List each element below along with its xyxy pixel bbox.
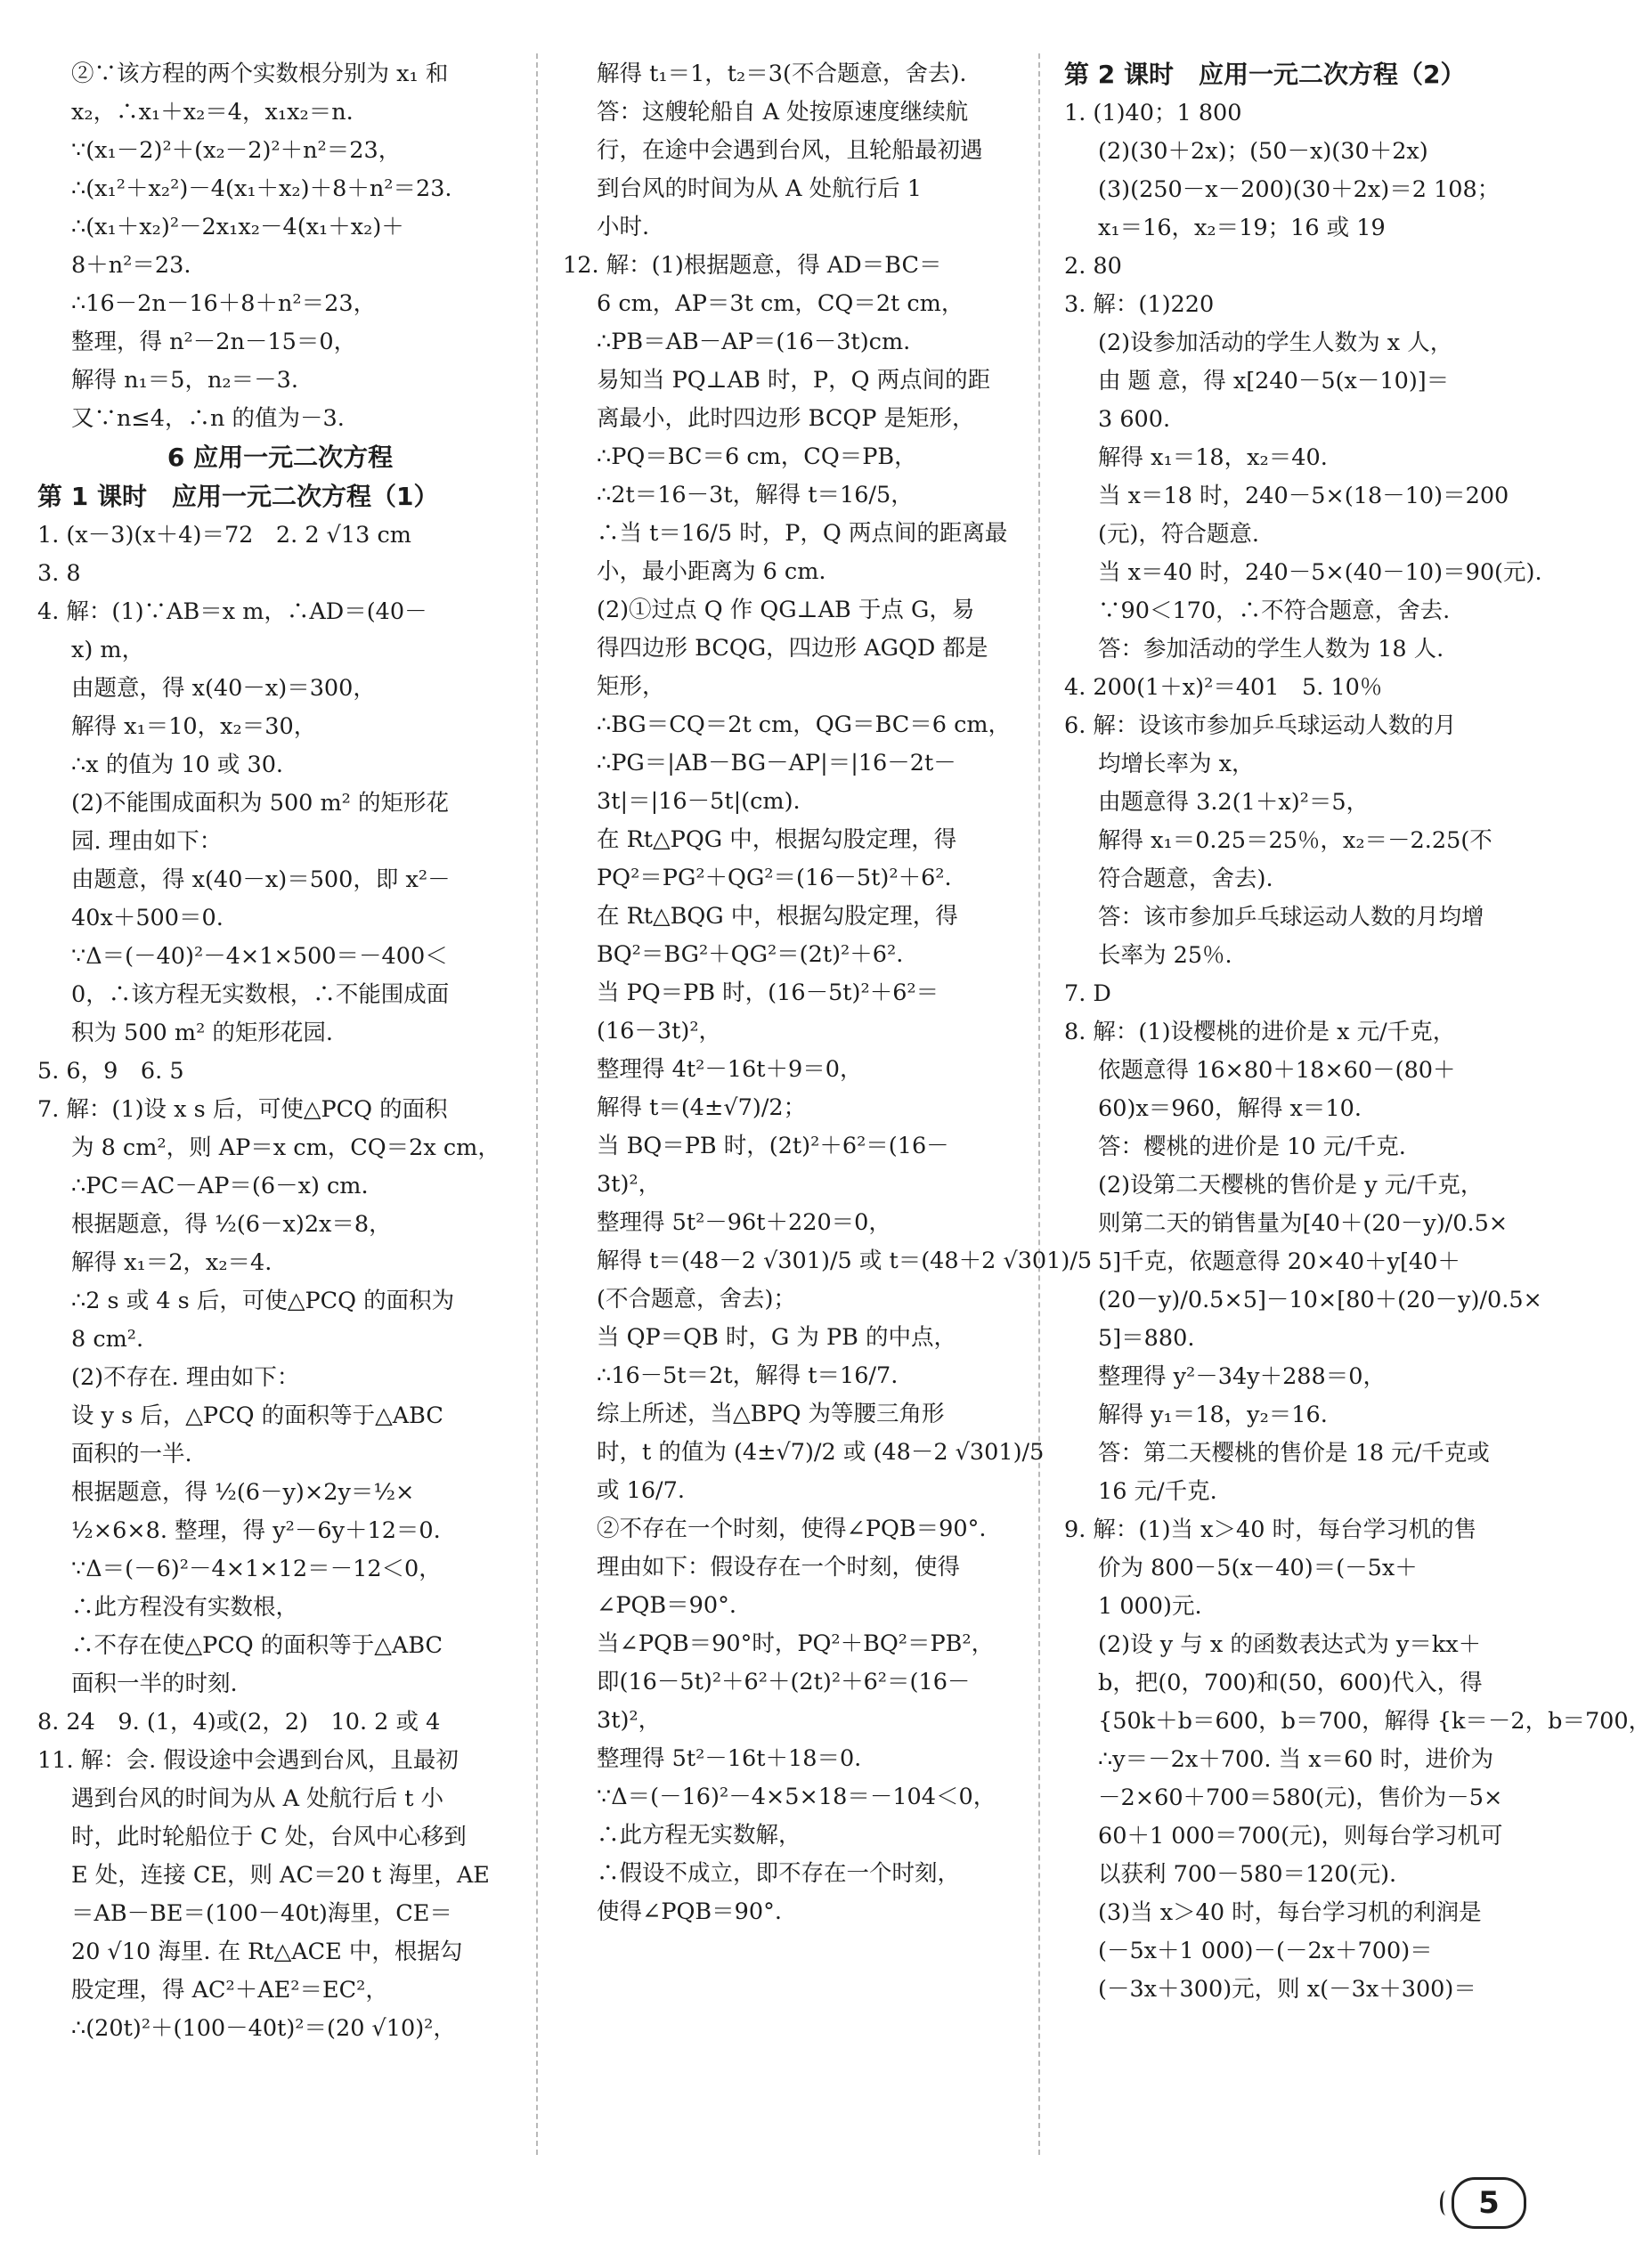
answer-line: 理由如下：假设存在一个时刻，使得 — [597, 1554, 961, 1581]
answer-line: 5. 6，9 6. 5 — [37, 1058, 184, 1085]
answer-line: 解得 x₁＝2，x₂＝4. — [71, 1249, 272, 1276]
answer-line: 解得 y₁＝18，y₂＝16. — [1098, 1402, 1328, 1428]
answer-line: 整理，得 n²－2n－15＝0， — [71, 329, 357, 355]
answer-line: (－5x＋1 000)－(－2x＋700)＝ — [1098, 1938, 1433, 1964]
answer-line: 3t|＝|16－5t|(cm). — [597, 788, 801, 815]
answer-line: 8＋n²＝23. — [71, 252, 191, 279]
answer-line: 3t)²， — [597, 1171, 662, 1198]
answer-line: 均增长率为 x， — [1098, 751, 1255, 777]
answer-line: ∵Δ＝(－40)²－4×1×500＝－400＜ — [71, 943, 448, 970]
answer-line: 时，t 的值为 (4±√7)/2 或 (48－2 √301)/5 — [597, 1439, 1045, 1466]
answer-line: 当 PQ＝PB 时，(16－5t)²＋6²＝ — [597, 980, 939, 1006]
answer-line: ∴BG＝CQ＝2t cm，QG＝BC＝6 cm， — [597, 711, 1012, 738]
answer-line: 得四边形 BCQG，四边形 AGQD 都是 — [597, 635, 988, 662]
answer-line: 到台风的时间为从 A 处航行后 1 — [597, 175, 922, 202]
answer-line: 行，在途中会遇到台风，且轮船最初遇 — [597, 137, 983, 164]
answer-line: 矩形， — [597, 673, 665, 700]
answer-line: 当 BQ＝PB 时，(2t)²＋6²＝(16－ — [597, 1133, 949, 1159]
answer-line: 股定理，得 AC²＋AE²＝EC²， — [71, 1977, 388, 2004]
answer-line: 11. 解：会. 假设途中会遇到台风，且最初 — [37, 1747, 459, 1774]
answer-line: ∴PB＝AB－AP＝(16－3t)cm. — [597, 329, 911, 355]
answer-line: ∵90＜170，∴不符合题意，舍去. — [1098, 597, 1451, 624]
answer-line: 答：参加活动的学生人数为 18 人. — [1098, 636, 1444, 663]
answer-line: ∴不存在使△PCQ 的面积等于△ABC — [71, 1632, 443, 1659]
answer-line: 解得 x₁＝10，x₂＝30， — [71, 713, 317, 740]
answer-line: 4. 200(1＋x)²＝401 5. 10％ — [1064, 674, 1383, 701]
answer-line: 1 000)元. — [1098, 1593, 1202, 1620]
section-heading: 第 2 课时 应用一元二次方程（2） — [1064, 60, 1466, 89]
answer-line: 整理得 4t²－16t＋9＝0， — [597, 1056, 863, 1083]
answer-line: 离最小，此时四边形 BCQP 是矩形， — [597, 405, 975, 432]
answer-line: ∴16－5t＝2t，解得 t＝16/7. — [597, 1362, 899, 1389]
answer-line: 20 √10 海里. 在 Rt△ACE 中，根据勾 — [71, 1939, 463, 1965]
answer-line: 由 题 意，得 x[240－5(x－10)]＝ — [1098, 368, 1450, 394]
answer-line: (2)设参加活动的学生人数为 x 人， — [1098, 329, 1453, 356]
answer-line: 根据题意，得 ½(6－y)×2y＝½× — [71, 1479, 415, 1506]
answer-line: (3)(250－x－200)(30＋2x)＝2 108； — [1098, 176, 1501, 203]
answer-line: ∴假设不成立，即不存在一个时刻， — [597, 1860, 961, 1887]
answer-line: ∴PQ＝BC＝6 cm，CQ＝PB， — [597, 443, 917, 470]
answer-line: 设 y s 后，△PCQ 的面积等于△ABC — [71, 1402, 443, 1429]
answer-line: 8. 解：(1)设樱桃的进价是 x 元/千克， — [1064, 1019, 1456, 1045]
answer-line: x₁＝16，x₂＝19；16 或 19 — [1098, 215, 1386, 241]
answer-line: 解得 t₁＝1，t₂＝3(不合题意，舍去). — [597, 61, 967, 87]
answer-line: 则第二天的销售量为[40＋(20－y)/0.5× — [1098, 1210, 1509, 1237]
answer-line: 4. 解：(1)∵AB＝x m，∴AD＝(40－ — [37, 598, 427, 625]
answer-line: 面积的一半. — [71, 1441, 192, 1467]
answer-line: 3. 8 — [37, 560, 81, 587]
answer-line: ∴此方程没有实数根， — [71, 1594, 299, 1621]
answer-line: 8. 24 9. (1，4)或(2，2) 10. 2 或 4 — [37, 1709, 441, 1736]
answer-column-1 — [37, 55, 523, 2048]
answer-line: (16－3t)²， — [597, 1018, 722, 1045]
answer-line: 解得 x₁＝18，x₂＝40. — [1098, 444, 1328, 471]
answer-line: 答：这艘轮船自 A 处按原速度继续航 — [597, 99, 969, 126]
answer-line: 整理得 5t²－96t＋220＝0， — [597, 1209, 891, 1236]
answer-line: 以获利 700－580＝120(元). — [1098, 1861, 1397, 1888]
answer-line: 16 元/千克. — [1098, 1478, 1217, 1505]
answer-line: 1. (x－3)(x＋4)＝72 2. 2 √13 cm — [37, 522, 411, 549]
answer-line: ∴PG＝|AB－BG－AP|＝|16－2t－ — [597, 750, 956, 776]
answer-line: ½×6×8. 整理，得 y²－6y＋12＝0. — [71, 1517, 441, 1544]
answer-line: ∵(x₁－2)²＋(x₂－2)²＋n²＝23， — [71, 137, 402, 164]
answer-line: 由题意，得 x(40－x)＝300， — [71, 675, 376, 702]
answer-line: (2)不能围成面积为 500 m² 的矩形花 — [71, 790, 450, 817]
answer-line: ∴PC＝AC－AP＝(6－x) cm. — [71, 1173, 369, 1199]
answer-line: (2)①过点 Q 作 QG⊥AB 于点 G，易 — [597, 597, 975, 623]
answer-line: 为 8 cm²，则 AP＝x cm，CQ＝2x cm， — [71, 1134, 500, 1161]
answer-line: ∴当 t＝16/5 时，P，Q 两点间的距离最 — [597, 520, 1008, 547]
answer-line: 在 Rt△BQG 中，根据勾股定理，得 — [597, 903, 958, 930]
answer-line: 6 cm，AP＝3t cm，CQ＝2t cm， — [597, 290, 964, 317]
answer-line: 3 600. — [1098, 406, 1171, 433]
answer-line: ＝AB－BE＝(100－40t)海里，CE＝ — [71, 1900, 452, 1927]
answer-column-3 — [1064, 55, 1651, 2009]
answer-line: 或 16/7. — [597, 1477, 685, 1504]
answer-line: ②不存在一个时刻，使得∠PQB＝90°. — [597, 1516, 987, 1542]
answer-line: 8 cm². — [71, 1326, 144, 1353]
answer-line: {50k＋b＝600，b＝700，解得 {k＝－2，b＝700， — [1098, 1708, 1651, 1735]
answer-line: 40x＋500＝0. — [71, 905, 224, 931]
answer-line: ∴2t＝16－3t，解得 t＝16/5， — [597, 482, 914, 508]
answer-line: x₂，∴x₁＋x₂＝4，x₁x₂＝n. — [71, 99, 354, 126]
answer-line: x) m， — [71, 637, 145, 663]
answer-line: 当∠PQB＝90°时，PQ²＋BQ²＝PB²， — [597, 1630, 995, 1657]
answer-line: (元)，符合题意. — [1098, 521, 1260, 548]
answer-line: 园. 理由如下： — [71, 828, 223, 855]
answer-line: 5]＝880. — [1098, 1325, 1195, 1352]
answer-line: 5]千克，依题意得 20×40＋y[40＋ — [1098, 1248, 1460, 1275]
answer-line: ∠PQB＝90°. — [597, 1592, 736, 1619]
answer-line: ②∵该方程的两个实数根分别为 x₁ 和 — [71, 61, 449, 87]
answer-line: 解得 x₁＝0.25＝25％，x₂＝－2.25(不 — [1098, 827, 1492, 854]
answer-line: 小，最小距离为 6 cm. — [597, 558, 826, 585]
answer-line: 整理得 y²－34y＋288＝0， — [1098, 1363, 1386, 1390]
page-number: 5 — [1452, 2177, 1526, 2229]
answer-line: －2×60＋700＝580(元)，售价为－5× — [1098, 1784, 1503, 1811]
answer-line: 面积一半的时刻. — [71, 1671, 238, 1697]
section-heading: 6 应用一元二次方程 — [167, 443, 394, 472]
answer-line: 符合题意，舍去). — [1098, 866, 1273, 892]
answer-line: 12. 解：(1)根据题意，得 AD＝BC＝ — [563, 252, 942, 279]
answer-line: 当 x＝40 时，240－5×(40－10)＝90(元). — [1098, 559, 1542, 586]
answer-line: 答：该市参加乒乓球运动人数的月均增 — [1098, 904, 1484, 931]
answer-line: ∴16－2n－16＋8＋n²＝23， — [71, 290, 377, 317]
answer-line: 小时. — [597, 214, 650, 240]
answer-line: (2)设第二天樱桃的售价是 y 元/千克， — [1098, 1172, 1484, 1199]
answer-line: (－3x＋300)元，则 x(－3x＋300)＝ — [1098, 1976, 1476, 2003]
answer-line: 3. 解：(1)220 — [1064, 291, 1215, 318]
answer-line: (3)当 x＞40 时，每台学习机的利润是 — [1098, 1899, 1482, 1926]
answer-line: ∴(x₁²＋x₂²)－4(x₁＋x₂)＋8＋n²＝23. — [71, 175, 452, 202]
answer-line: 依题意得 16×80＋18×60－(80＋ — [1098, 1057, 1456, 1084]
answer-line: ∵Δ＝(－6)²－4×1×12＝－12＜0， — [71, 1556, 442, 1582]
answer-line: 当 QP＝QB 时，G 为 PB 的中点， — [597, 1324, 957, 1351]
answer-line: 0，∴该方程无实数根，∴不能围成面 — [71, 981, 450, 1008]
answer-line: 9. 解：(1)当 x＞40 时，每台学习机的售 — [1064, 1516, 1477, 1543]
answer-line: 60＋1 000＝700(元)，则每台学习机可 — [1098, 1823, 1503, 1849]
answer-line: PQ²＝PG²＋QG²＝(16－5t)²＋6². — [597, 865, 952, 891]
answer-line: 价为 800－5(x－40)＝(－5x＋ — [1098, 1555, 1418, 1581]
answer-line: 整理得 5t²－16t＋18＝0. — [597, 1745, 862, 1772]
answer-line: (不合题意，舍去)； — [597, 1286, 796, 1313]
answer-line: 6. 解：设该市参加乒乓球运动人数的月 — [1064, 712, 1457, 739]
answer-line: 解得 t＝(4±√7)/2； — [597, 1094, 807, 1121]
answer-line: 易知当 PQ⊥AB 时，P，Q 两点间的距 — [597, 367, 991, 394]
answer-line: 60)x＝960，解得 x＝10. — [1098, 1095, 1362, 1122]
answer-line: 长率为 25％. — [1098, 942, 1232, 969]
answer-line: 7. D — [1064, 980, 1111, 1007]
answer-line: 根据题意，得 ½(6－x)2x＝8， — [71, 1211, 392, 1238]
answer-line: 答：樱桃的进价是 10 元/千克. — [1098, 1134, 1406, 1160]
answer-line: 遇到台风的时间为从 A 处航行后 t 小 — [71, 1785, 444, 1812]
answer-line: 答：第二天樱桃的售价是 18 元/千克或 — [1098, 1440, 1490, 1467]
answer-line: 2. 80 — [1064, 253, 1122, 280]
answer-line: (20－y)/0.5×5]－10×[80＋(20－y)/0.5× — [1098, 1287, 1542, 1313]
answer-line: BQ²＝BG²＋QG²＝(2t)²＋6². — [597, 941, 904, 968]
answer-line: 时，此时轮船位于 C 处，台风中心移到 — [71, 1824, 467, 1850]
answer-line: (2)不存在. 理由如下： — [71, 1364, 300, 1391]
answer-line: 7. 解：(1)设 x s 后，可使△PCQ 的面积 — [37, 1096, 448, 1123]
answer-line: ∴(20t)²＋(100－40t)²＝(20 √10)²， — [71, 2015, 456, 2042]
answer-line: 使得∠PQB＝90°. — [597, 1898, 782, 1925]
answer-line: E 处，连接 CE，则 AC＝20 t 海里，AE — [71, 1862, 490, 1889]
answer-line: 3t)²， — [597, 1707, 662, 1734]
answer-line: 由题意，得 x(40－x)＝500，即 x²－ — [71, 866, 451, 893]
answer-line: ∴此方程无实数解， — [597, 1822, 801, 1849]
answer-line: ∴2 s 或 4 s 后，可使△PCQ 的面积为 — [71, 1288, 455, 1314]
answer-line: 解得 n₁＝5，n₂＝－3. — [71, 367, 298, 394]
answer-line: (2)(30＋2x)；(50－x)(30＋2x) — [1098, 138, 1428, 165]
section-heading: 第 1 课时 应用一元二次方程（1） — [37, 482, 439, 511]
column-divider-left — [536, 53, 538, 2155]
answer-line: 即(16－5t)²＋6²＋(2t)²＋6²＝(16－ — [597, 1669, 971, 1695]
answer-line: 又∵n≤4，∴n 的值为－3. — [71, 405, 345, 432]
answer-line: ∵Δ＝(－16)²－4×5×18＝－104＜0， — [597, 1784, 996, 1810]
answer-line: ∴(x₁＋x₂)²－2x₁x₂－4(x₁＋x₂)＋ — [71, 214, 404, 240]
answer-line: b，把(0，700)和(50，600)代入，得 — [1098, 1670, 1483, 1696]
answer-line: 由题意得 3.2(1＋x)²＝5， — [1098, 789, 1370, 816]
answer-line: ∴x 的值为 10 或 30. — [71, 752, 284, 778]
answer-line: (2)设 y 与 x 的函数表达式为 y＝kx＋ — [1098, 1631, 1482, 1658]
answer-line: 解得 t＝(48－2 √301)/5 或 t＝(48＋2 √301)/5 — [597, 1248, 1093, 1274]
answer-line: 1. (1)40；1 800 — [1064, 100, 1242, 126]
answer-line: 积为 500 m² 的矩形花园. — [71, 1020, 333, 1046]
answer-line: ∴y＝－2x＋700. 当 x＝60 时，进价为 — [1098, 1746, 1494, 1773]
answer-line: 当 x＝18 时，240－5×(18－10)＝200 — [1098, 483, 1509, 509]
answer-line: 综上所述，当△BPQ 为等腰三角形 — [597, 1401, 945, 1427]
answer-line: 在 Rt△PQG 中，根据勾股定理，得 — [597, 826, 957, 853]
